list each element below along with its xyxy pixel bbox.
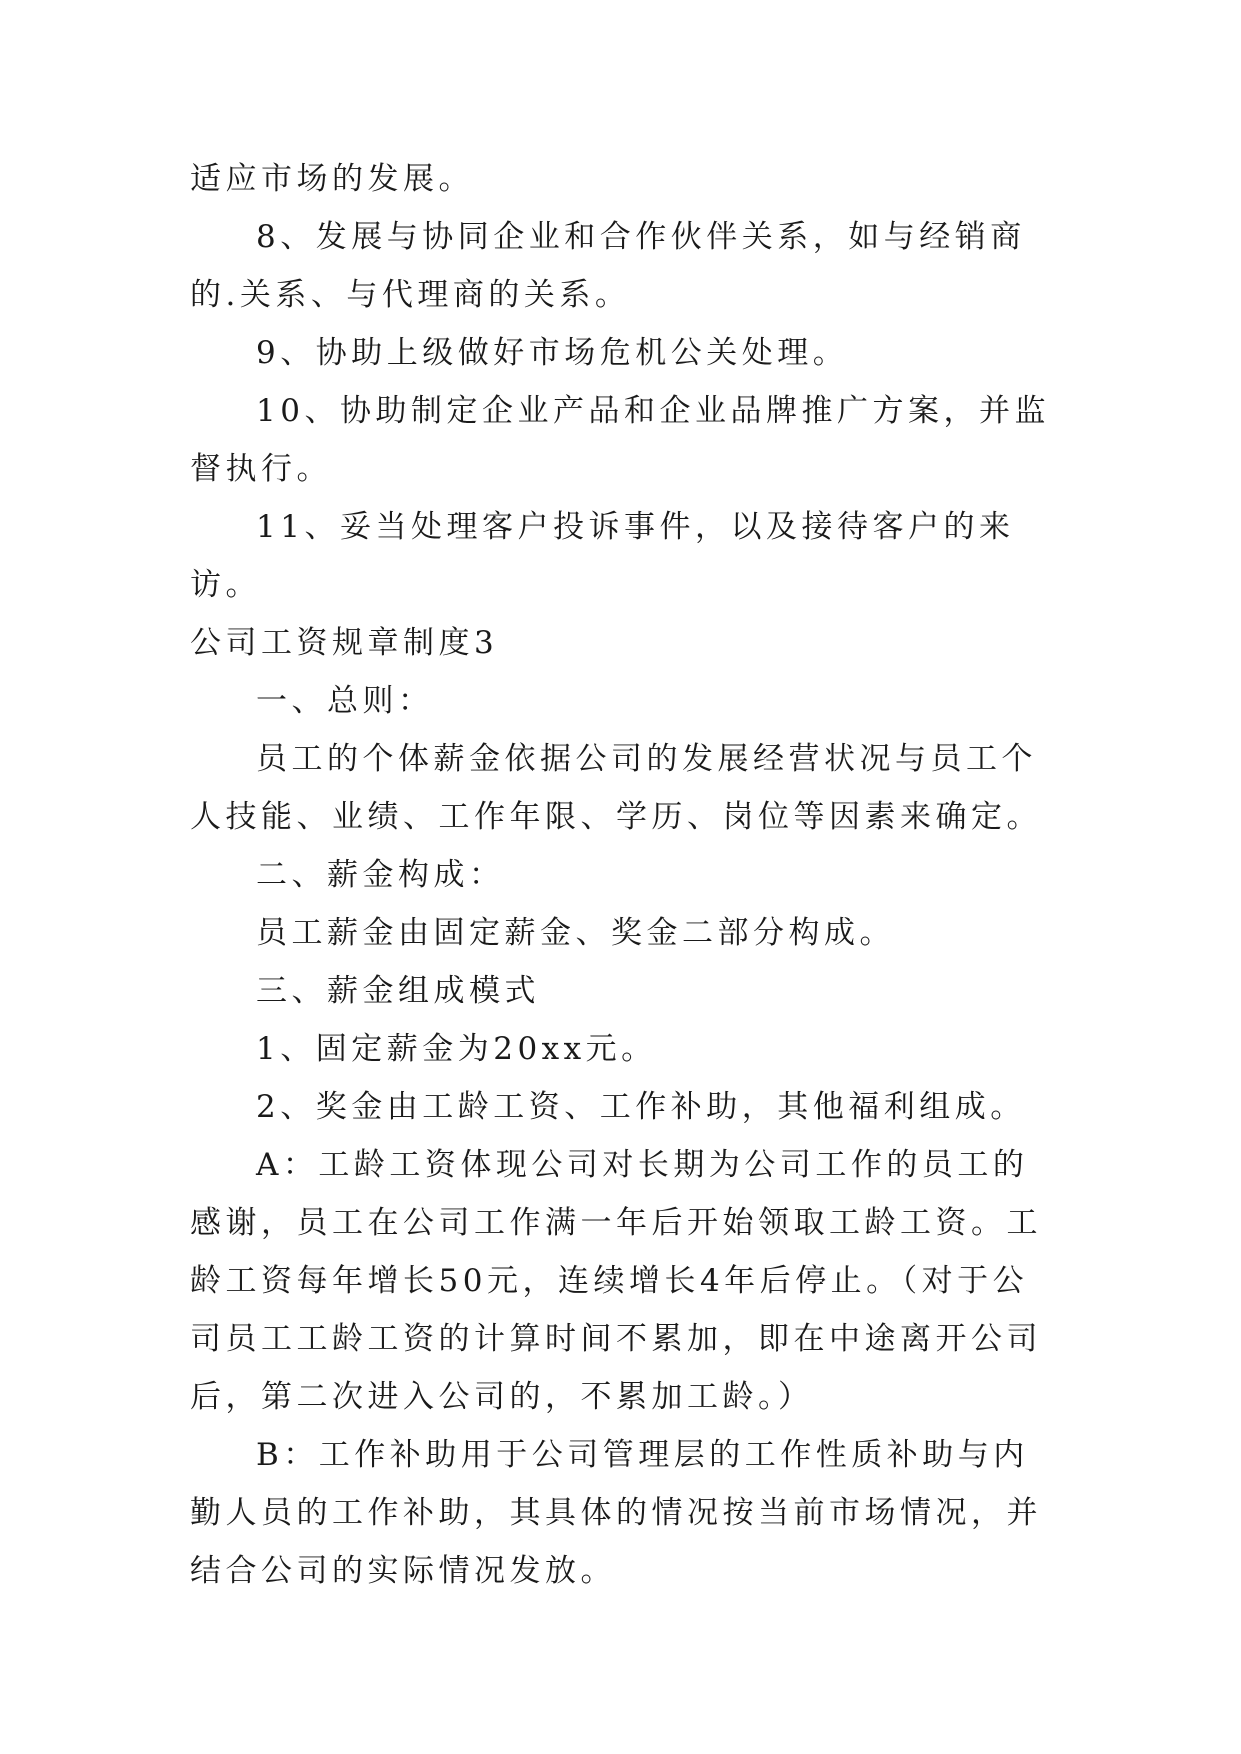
paragraph-4: 10、协助制定企业产品和企业品牌推广方案，并监督执行。 <box>190 393 1050 487</box>
paragraph-12: 1、固定薪金为20xx元。 <box>256 1031 657 1067</box>
section-heading: 公司工资规章制度3 <box>190 625 499 661</box>
paragraph-13: 2、奖金由工龄工资、工作补助，其他福利组成。 <box>256 1089 1026 1125</box>
paragraph-11: 三、薪金组成模式 <box>256 973 540 1009</box>
paragraph-5: 11、妥当处理客户投诉事件，以及接待客户的来访。 <box>190 509 1015 603</box>
paragraph-2: 8、发展与协同企业和合作伙伴关系，如与经销商的.关系、与代理商的关系。 <box>190 219 1026 313</box>
paragraph-7: 一、总则： <box>256 683 434 719</box>
paragraph-1: 适应市场的发展。 <box>190 161 474 197</box>
paragraph-8: 员工的个体薪金依据公司的发展经营状况与员工个人技能、业绩、工作年限、学历、岗位等因素来确定。 <box>190 741 1042 835</box>
paragraph-15: B：工作补助用于公司管理层的工作性质补助与内勤人员的工作补助，其具体的情况按当前市场情况，并结合公司的实际情况发放。 <box>190 1437 1042 1589</box>
paragraph-3: 9、协助上级做好市场危机公关处理。 <box>256 335 849 371</box>
document-page <box>190 150 1060 1600</box>
paragraph-14: A：工龄工资体现公司对长期为公司工作的员工的感谢，员工在公司工作满一年后开始领取工龄工资。工龄工资每年增长50元，连续增长4年后停止。（对于公司员工工龄工资的计算时间不累加，即在中途离开公司后，第二次进入公司的，不累加工龄。） <box>190 1147 1042 1415</box>
paragraph-9: 二、薪金构成： <box>256 857 505 893</box>
paragraph-10: 员工薪金由固定薪金、奖金二部分构成。 <box>256 915 895 951</box>
